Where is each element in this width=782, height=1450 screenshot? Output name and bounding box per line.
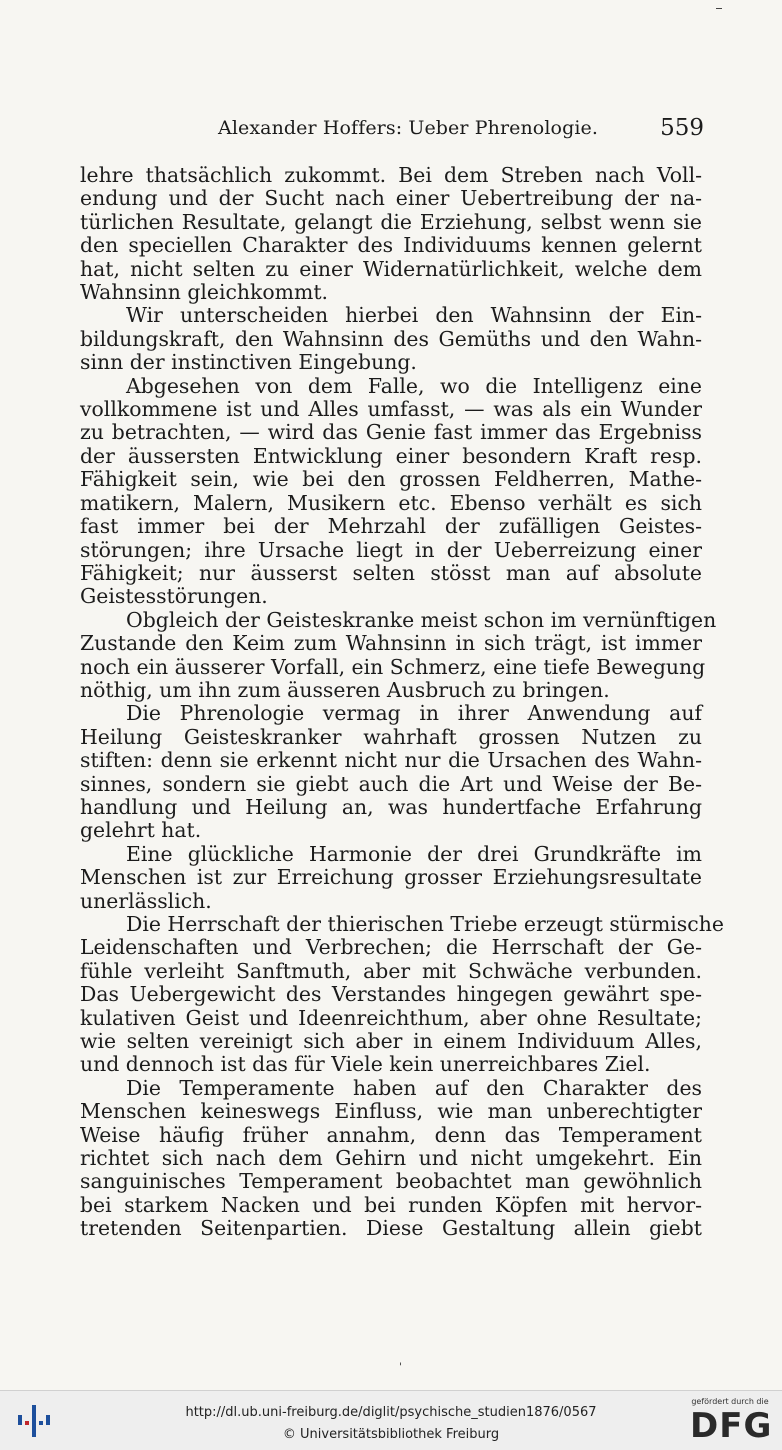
text-line: tretenden Seitenpartien. Diese Gestaltung allein giebt: [80, 1216, 702, 1241]
text-line: richtet sich nach dem Gehirn und nicht umgekehrt. Ein: [80, 1146, 702, 1171]
running-title: Alexander Hoffers: Ueber Phrenologie.: [218, 117, 598, 139]
page-header: [80, 115, 704, 147]
text-line: sinn der instinctiven Eingebung.: [80, 350, 417, 375]
text-line: Abgesehen von dem Falle, wo die Intelligenz eine: [126, 373, 702, 398]
copyright-notice: © Universitätsbibliothek Freiburg: [282, 1427, 500, 1442]
text-line: Die Phrenologie vermag in ihrer Anwendung auf: [126, 701, 702, 726]
text-line: sinnes, sondern sie giebt auch die Art und Weise der Be-: [80, 771, 702, 796]
text-line: nöthig, um ihn zum äusseren Ausbruch zu bringen.: [80, 677, 610, 702]
dfg-caption: gefördert durch die: [691, 1397, 769, 1406]
text-line: unerlässlich.: [80, 888, 212, 913]
text-line: matikern, Malern, Musikern etc. Ebenso verhält es sich: [80, 490, 702, 515]
text-line: sanguinisches Temperament beobachtet man gewöhnlich: [80, 1169, 702, 1194]
text-line: bei starkem Nacken und bei runden Köpfen mit hervor-: [80, 1192, 702, 1217]
page-number: 559: [660, 115, 704, 141]
text-line: fast immer bei der Mehrzahl der zufälligen Geistes-: [80, 514, 702, 539]
text-line: wie selten vereinigt sich aber in einem Individuum Alles,: [80, 1029, 702, 1054]
text-line: Zustande den Keim zum Wahnsinn in sich trägt, ist immer: [80, 631, 702, 656]
body-text: [80, 163, 724, 1241]
text-line: störungen; ihre Ursache liegt in der Ueberreizung einer: [80, 537, 702, 562]
text-line: vollkommene ist und Alles umfasst, — was als ein Wunder: [80, 397, 702, 422]
text-line: handlung und Heilung an, was hundertfache Erfahrung: [80, 794, 702, 819]
scan-mark: [716, 8, 722, 9]
text-line: der äussersten Entwicklung einer besondern Kraft resp.: [80, 443, 702, 468]
text-line: Fähigkeit; nur äusserst selten stösst man auf absolute: [80, 560, 702, 585]
text-line: Menschen ist zur Erreichung grosser Erziehungsresultate: [80, 865, 702, 890]
text-line: und dennoch ist das für Viele kein unerreichbares Ziel.: [80, 1052, 651, 1077]
text-line: noch ein äusserer Vorfall, ein Schmerz, eine tiefe Bewegung: [80, 654, 706, 679]
text-line: Menschen keineswegs Einfluss, wie man unberechtigter: [80, 1099, 702, 1124]
text-line: lehre thatsächlich zukommt. Bei dem Streben nach Voll-: [80, 163, 702, 187]
text-line: Fähigkeit sein, wie bei den grossen Feldherren, Mathe-: [80, 467, 702, 492]
text-line: Wahnsinn gleichkommt.: [80, 280, 329, 305]
text-line: Wir unterscheiden hierbei den Wahnsinn der Ein-: [126, 303, 702, 328]
text-line: Weise häufig früher annahm, denn das Temperament: [80, 1122, 702, 1147]
text-line: Die Temperamente haben auf den Charakter des: [126, 1075, 702, 1100]
text-line: kulativen Geist und Ideenreichthum, aber ohne Resultate;: [80, 1005, 702, 1030]
dfg-letters: DFG: [690, 1406, 773, 1446]
text-line: türlichen Resultate, gelangt die Erziehung, selbst wenn sie: [80, 209, 702, 234]
text-line: bildungskraft, den Wahnsinn des Gemüths und den Wahn-: [80, 326, 702, 351]
text-line: endung und der Sucht nach einer Uebertreibung der na-: [80, 186, 702, 211]
viewer-footer: [0, 1390, 782, 1450]
printer-mark: ': [399, 1362, 402, 1373]
text-line: hat, nicht selten zu einer Widernatürlichkeit, welche dem: [80, 256, 702, 281]
text-line: zu betrachten, — wird das Genie fast immer das Ergebniss: [80, 420, 702, 445]
text-line: Heilung Geisteskranker wahrhaft grossen Nutzen zu: [80, 724, 702, 749]
source-url-link[interactable]: http://dl.ub.uni-freiburg.de/diglit/psychische_studien1876/0567: [185, 1405, 597, 1420]
dfg-logo[interactable]: [688, 1397, 772, 1445]
text-line: gelehrt hat.: [80, 818, 202, 843]
text-line: Geistesstörungen.: [80, 584, 268, 609]
text-line: Eine glückliche Harmonie der drei Grundkräfte im: [126, 841, 702, 866]
text-line: Leidenschaften und Verbrechen; die Herrschaft der Ge-: [80, 935, 702, 960]
text-line: Die Herrschaft der thierischen Triebe erzeugt stürmische: [126, 912, 724, 936]
text-line: fühle verleiht Sanftmuth, aber mit Schwäche verbunden.: [80, 958, 702, 983]
text-line: Obgleich der Geisteskranke meist schon im vernünftigen: [126, 607, 717, 632]
text-line: stiften: denn sie erkennt nicht nur die Ursachen des Wahn-: [80, 748, 702, 773]
text-line: den speciellen Charakter des Individuums kennen gelernt: [80, 233, 702, 258]
text-line: Das Uebergewicht des Verstandes hingegen gewährt spe-: [80, 982, 702, 1007]
